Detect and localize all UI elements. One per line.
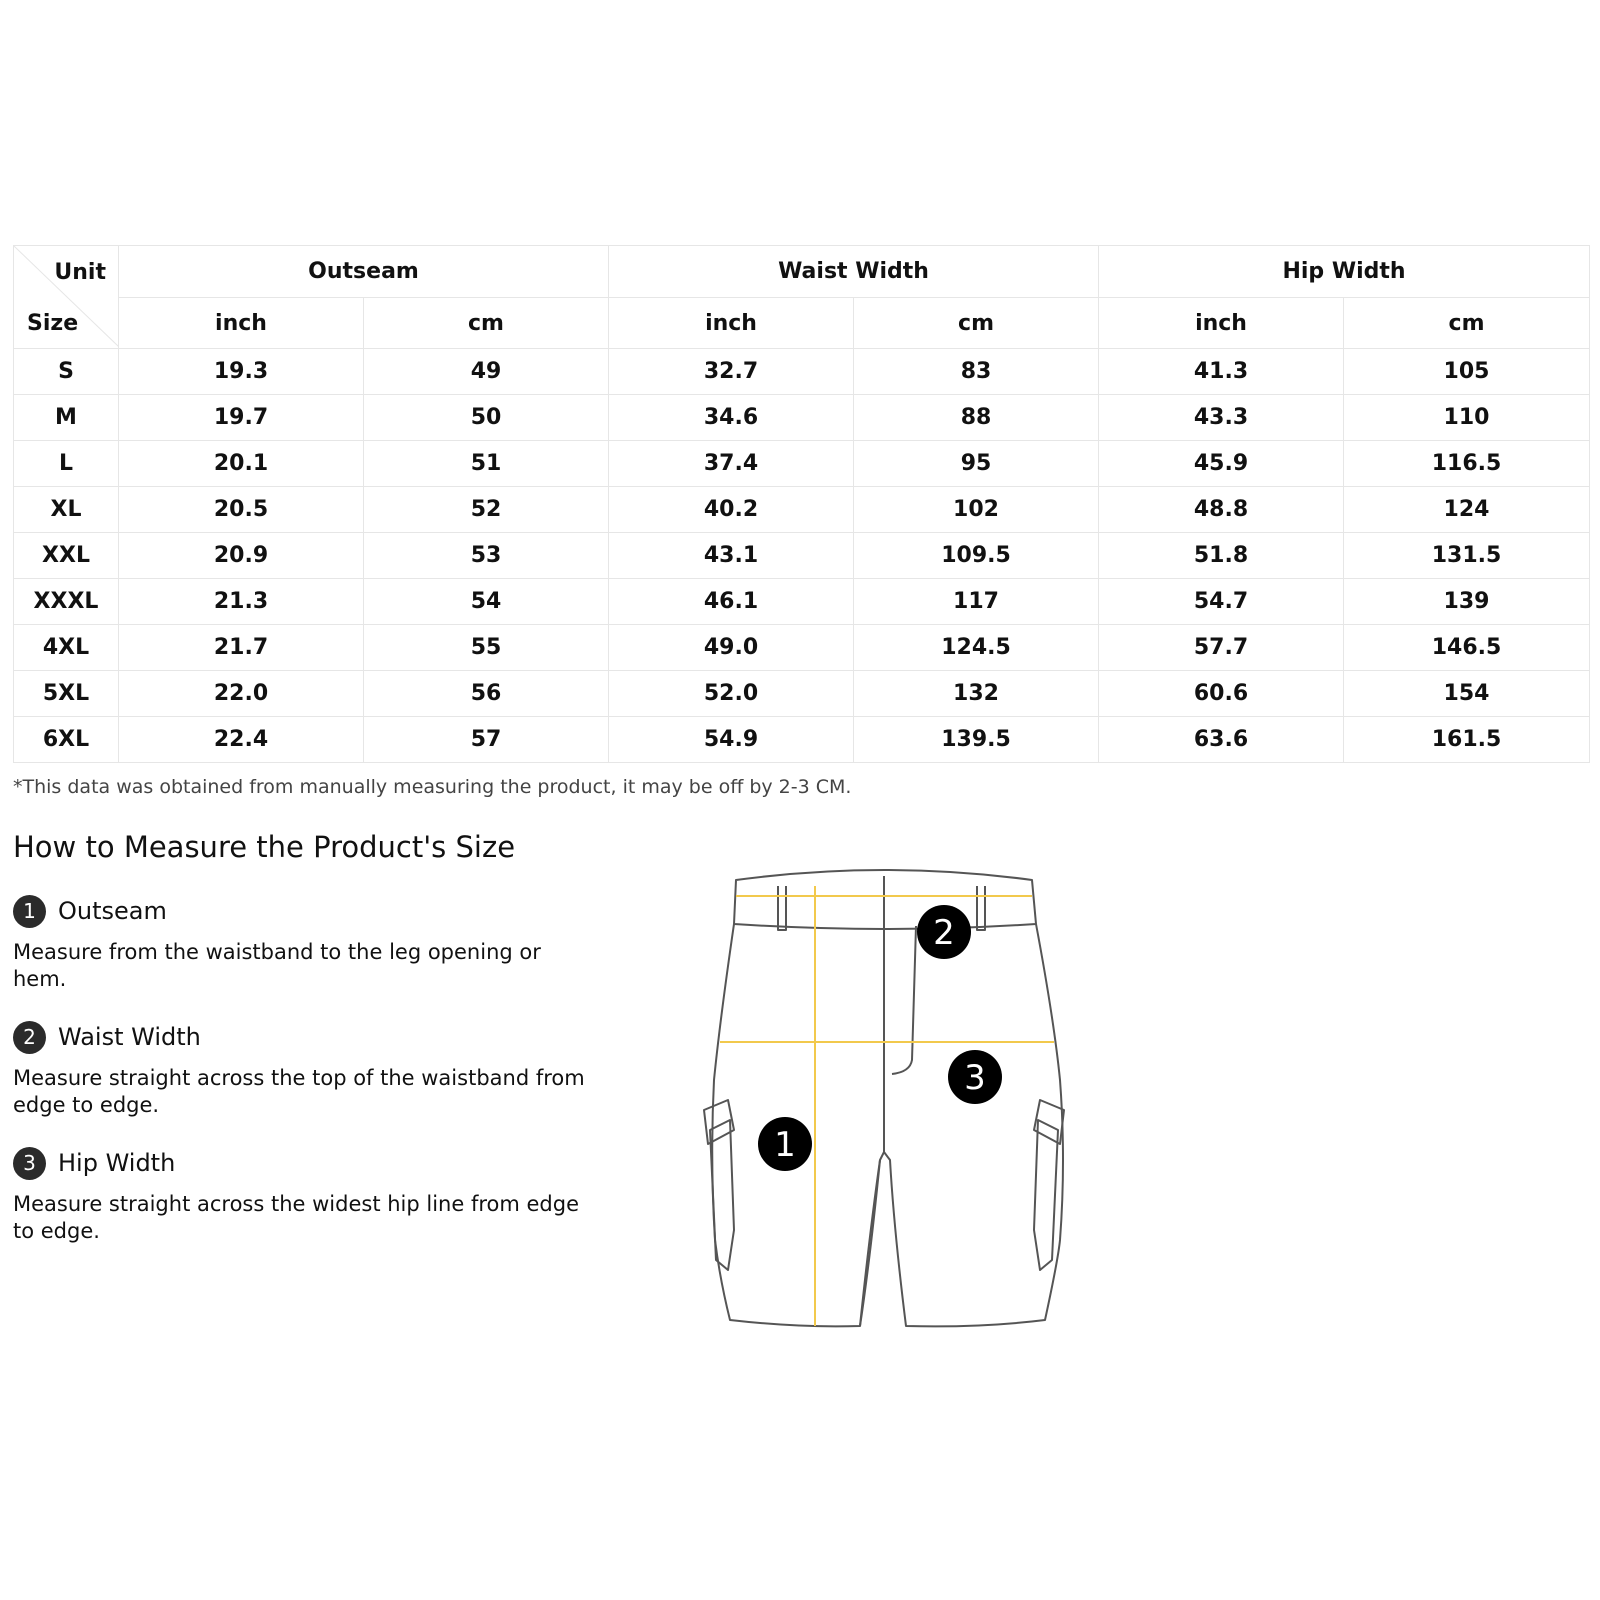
marker-label: 1 <box>774 1125 796 1165</box>
value-cell: 116.5 <box>1344 441 1590 487</box>
value-cell: 63.6 <box>1099 717 1344 763</box>
value-cell: 19.7 <box>119 395 364 441</box>
value-cell: 32.7 <box>609 349 854 395</box>
value-cell: 52.0 <box>609 671 854 717</box>
value-cell: 117 <box>854 579 1099 625</box>
unit-header: inch <box>1099 298 1344 349</box>
value-cell: 54.7 <box>1099 579 1344 625</box>
value-cell: 51.8 <box>1099 533 1344 579</box>
value-cell: 37.4 <box>609 441 854 487</box>
value-cell: 51 <box>364 441 609 487</box>
unit-header: inch <box>609 298 854 349</box>
size-cell: S <box>14 349 119 395</box>
value-cell: 57 <box>364 717 609 763</box>
corner-size-label: Size <box>27 311 79 336</box>
value-cell: 139 <box>1344 579 1590 625</box>
table-row <box>14 579 1590 625</box>
value-cell: 20.9 <box>119 533 364 579</box>
value-cell: 21.3 <box>119 579 364 625</box>
value-cell: 54.9 <box>609 717 854 763</box>
value-cell: 124 <box>1344 487 1590 533</box>
value-cell: 161.5 <box>1344 717 1590 763</box>
value-cell: 43.3 <box>1099 395 1344 441</box>
unit-header: cm <box>1344 298 1590 349</box>
value-cell: 56 <box>364 671 609 717</box>
how-to-title: How to Measure the Product's Size <box>13 830 516 864</box>
corner-unit-label: Unit <box>54 260 106 285</box>
step-name: Hip Width <box>58 1149 176 1177</box>
step-number-badge: 2 <box>13 1021 46 1054</box>
step-name: Outseam <box>58 897 167 925</box>
step-name: Waist Width <box>58 1023 201 1051</box>
value-cell: 22.4 <box>119 717 364 763</box>
step-description: Measure straight across the widest hip line from edge to edge. <box>13 1192 579 1243</box>
size-cell: 5XL <box>14 671 119 717</box>
value-cell: 50 <box>364 395 609 441</box>
value-cell: 60.6 <box>1099 671 1344 717</box>
size-rows <box>14 349 1590 763</box>
value-cell: 132 <box>854 671 1099 717</box>
marker-label: 2 <box>933 913 955 953</box>
value-cell: 46.1 <box>609 579 854 625</box>
value-cell: 22.0 <box>119 671 364 717</box>
table-row <box>14 487 1590 533</box>
value-cell: 102 <box>854 487 1099 533</box>
step-description: Measure from the waistband to the leg opening or hem. <box>13 940 541 991</box>
value-cell: 49.0 <box>609 625 854 671</box>
step-description: Measure straight across the top of the waistband from edge to edge. <box>13 1066 585 1117</box>
value-cell: 83 <box>854 349 1099 395</box>
value-cell: 20.1 <box>119 441 364 487</box>
value-cell: 19.3 <box>119 349 364 395</box>
marker-waist <box>917 905 971 959</box>
value-cell: 57.7 <box>1099 625 1344 671</box>
value-cell: 109.5 <box>854 533 1099 579</box>
table-row <box>14 441 1590 487</box>
table-row <box>14 717 1590 763</box>
unit-header: cm <box>364 298 609 349</box>
table-row <box>14 533 1590 579</box>
value-cell: 105 <box>1344 349 1590 395</box>
value-cell: 21.7 <box>119 625 364 671</box>
value-cell: 41.3 <box>1099 349 1344 395</box>
marker-label: 3 <box>964 1058 986 1098</box>
value-cell: 124.5 <box>854 625 1099 671</box>
table-row <box>14 395 1590 441</box>
header-outseam: Outseam <box>119 246 609 298</box>
size-cell: L <box>14 441 119 487</box>
value-cell: 34.6 <box>609 395 854 441</box>
size-cell: XXXL <box>14 579 119 625</box>
header-hip-width: Hip Width <box>1099 246 1590 298</box>
table-row <box>14 671 1590 717</box>
value-cell: 88 <box>854 395 1099 441</box>
size-cell: XXL <box>14 533 119 579</box>
header-waist-width: Waist Width <box>609 246 1099 298</box>
size-cell: 4XL <box>14 625 119 671</box>
step-number-badge: 1 <box>13 895 46 928</box>
marker-hip <box>948 1050 1002 1104</box>
table-row <box>14 349 1590 395</box>
marker-outseam <box>758 1117 812 1171</box>
value-cell: 55 <box>364 625 609 671</box>
value-cell: 48.8 <box>1099 487 1344 533</box>
value-cell: 146.5 <box>1344 625 1590 671</box>
value-cell: 53 <box>364 533 609 579</box>
value-cell: 52 <box>364 487 609 533</box>
value-cell: 95 <box>854 441 1099 487</box>
value-cell: 40.2 <box>609 487 854 533</box>
value-cell: 131.5 <box>1344 533 1590 579</box>
table-row <box>14 625 1590 671</box>
table-corner-cell <box>14 246 119 349</box>
value-cell: 45.9 <box>1099 441 1344 487</box>
unit-header: cm <box>854 298 1099 349</box>
step-waist-width <box>13 1019 593 1119</box>
measurement-note: *This data was obtained from manually measuring the product, it may be off by 2-3 CM. <box>13 776 852 798</box>
size-cell: XL <box>14 487 119 533</box>
step-number-badge: 3 <box>13 1147 46 1180</box>
step-outseam <box>13 893 593 993</box>
measurement-guides <box>720 886 1054 1326</box>
shorts-outline <box>704 870 1064 1326</box>
size-chart-table <box>13 245 1590 763</box>
value-cell: 54 <box>364 579 609 625</box>
value-cell: 20.5 <box>119 487 364 533</box>
step-hip-width <box>13 1145 593 1245</box>
unit-header: inch <box>119 298 364 349</box>
value-cell: 110 <box>1344 395 1590 441</box>
size-cell: 6XL <box>14 717 119 763</box>
value-cell: 154 <box>1344 671 1590 717</box>
value-cell: 43.1 <box>609 533 854 579</box>
value-cell: 49 <box>364 349 609 395</box>
shorts-diagram <box>680 860 1080 1330</box>
value-cell: 139.5 <box>854 717 1099 763</box>
size-cell: M <box>14 395 119 441</box>
